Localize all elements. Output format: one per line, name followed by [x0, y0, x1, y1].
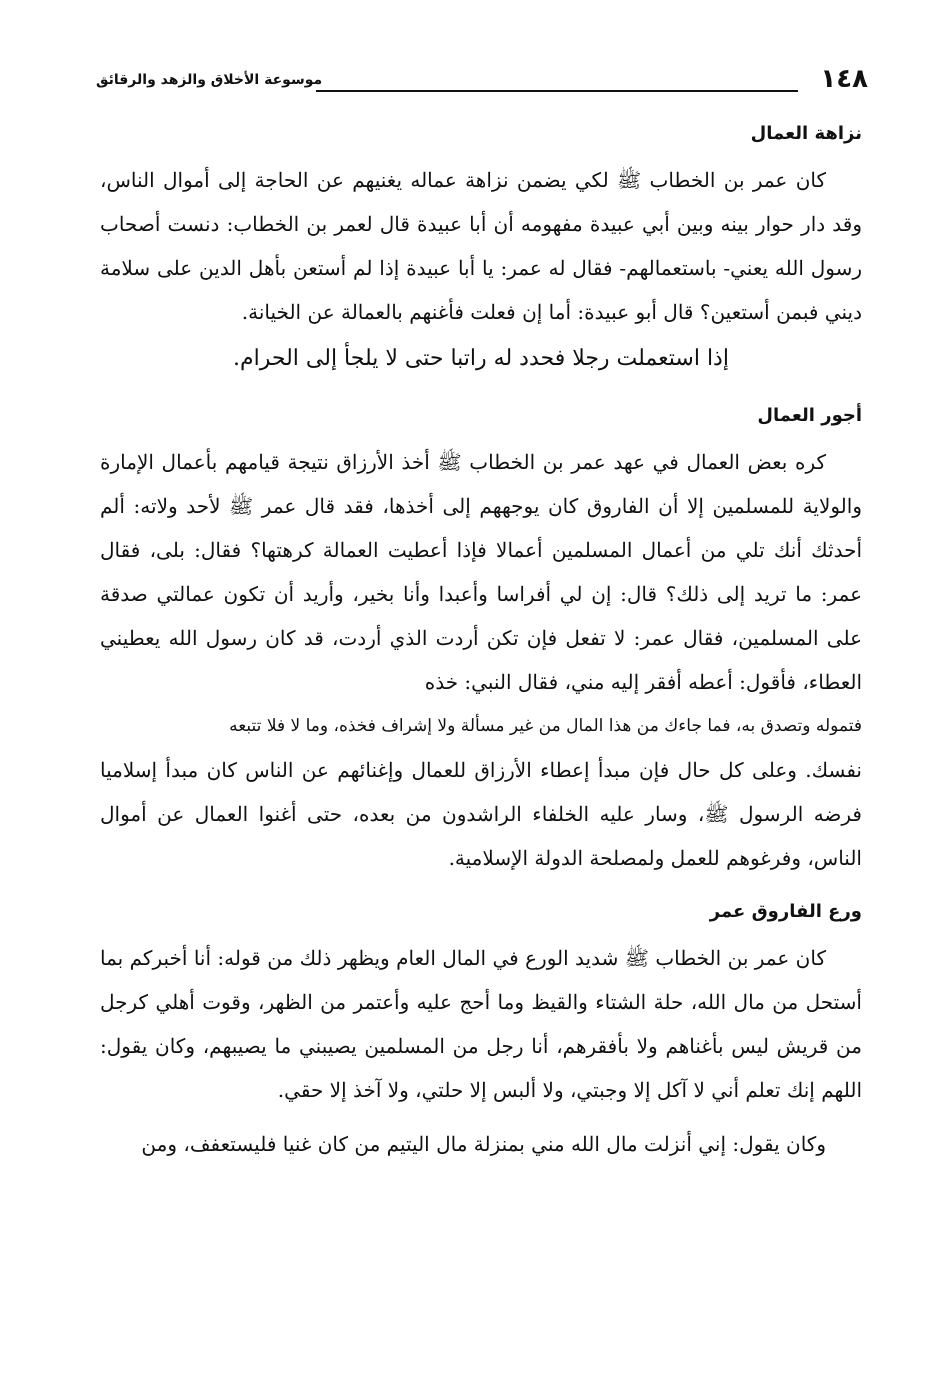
paragraph-wages-2: نفسك. وعلى كل حال فإن مبدأ إعطاء الأرزاق للعمال وإغنائهم عن الناس كان مبدأ إسلاميا فرضه الرسول ﷺ، وسار عليه الخلفاء الراشدون من بعده، حتى أغنوا العمال عن أموال الناس، وفرغوهم للعمل ولمصلحة الدولة الإسلامية. [100, 758, 862, 870]
header-rule [316, 90, 798, 92]
book-title: موسوعة الأخلاق والزهد والرقائق [96, 72, 323, 88]
page-number: ١٤٨ [820, 64, 868, 94]
paragraph-integrity: كان عمر بن الخطاب ﷺ لكي يضمن نزاهة عماله يغنيهم عن الحاجة إلى أموال الناس، وقد دار حوار بينه وبين أبي عبيدة مفهومه أن أبا عبيدة قال لعمر بن الخطاب: دنست أصحاب رسول الله يعني- باستعمالهم- فقال له عمر: يا أبا عبيدة إذا لم أستعن بأهل الدين على سلامة ديني فبمن أستعين؟ قال أبو عبيدة: أما إن فعلت فأغنهم بالعمالة عن الخيانة. [100, 168, 862, 324]
running-header [96, 62, 868, 102]
paragraph-piety-2: وكان يقول: إني أنزلت مال الله مني بمنزلة مال اليتيم من كان غنيا فليستعفف، ومن [141, 1132, 826, 1156]
section-heading-integrity: نزاهة العمال [750, 123, 862, 144]
section-heading-wages: أجور العمال [757, 405, 862, 426]
quote-line: إذا استعملت رجلا فحدد له راتبا حتى لا يلجأ إلى الحرام. [233, 346, 729, 371]
paragraph-piety-1: كان عمر بن الخطاب ﷺ شديد الورع في المال العام ويظهر ذلك من قوله: أنا أخبركم بما أستحل من مال الله، حلة الشتاء والقيظ وما أحج عليه وأعتمر من الظهر، وقوت أهلي كرجل من قريش ليس بأغناهم ولا بأفقرهم، أنا رجل من المسلمين يصيبني ما يصيبهم، وكان يقول: اللهم إنك تعلم أني لا آكل إلا وجبتي، ولا ألبس إلا حلتي، ولا آخذ إلا حقي. [100, 946, 862, 1102]
paragraph-wages-small: فتموله وتصدق به، فما جاءك من هذا المال من غير مسألة ولا إشراف فخذه، وما لا فلا تتبعه [229, 716, 862, 736]
section-heading-piety: ورع الفاروق عمر [709, 901, 862, 922]
page-content [100, 120, 862, 1166]
paragraph-wages-1: كره بعض العمال في عهد عمر بن الخطاب ﷺ أخذ الأرزاق نتيجة قيامهم بأعمال الإمارة والولاية للمسلمين إلا أن الفاروق كان يوجههم إلى أخذها، فقد قال عمر ﷺ لأحد ولاته: ألم أحدثك أنك تلي من أعمال المسلمين أعمالا فإذا أعطيت العمالة كرهتها؟ فقال: بلى، فقال عمر: ما تريد إلى ذلك؟ قال: إن لي أفراسا وأعبدا وأنا بخير، وأريد أن تكون عمالتي صدقة على المسلمين، فقال عمر: لا تفعل فإن تكن أردت الذي أردت، قد كان رسول الله يعطيني العطاء، فأقول: أعطه أفقر إليه مني، فقال النبي: خذه [100, 450, 862, 694]
